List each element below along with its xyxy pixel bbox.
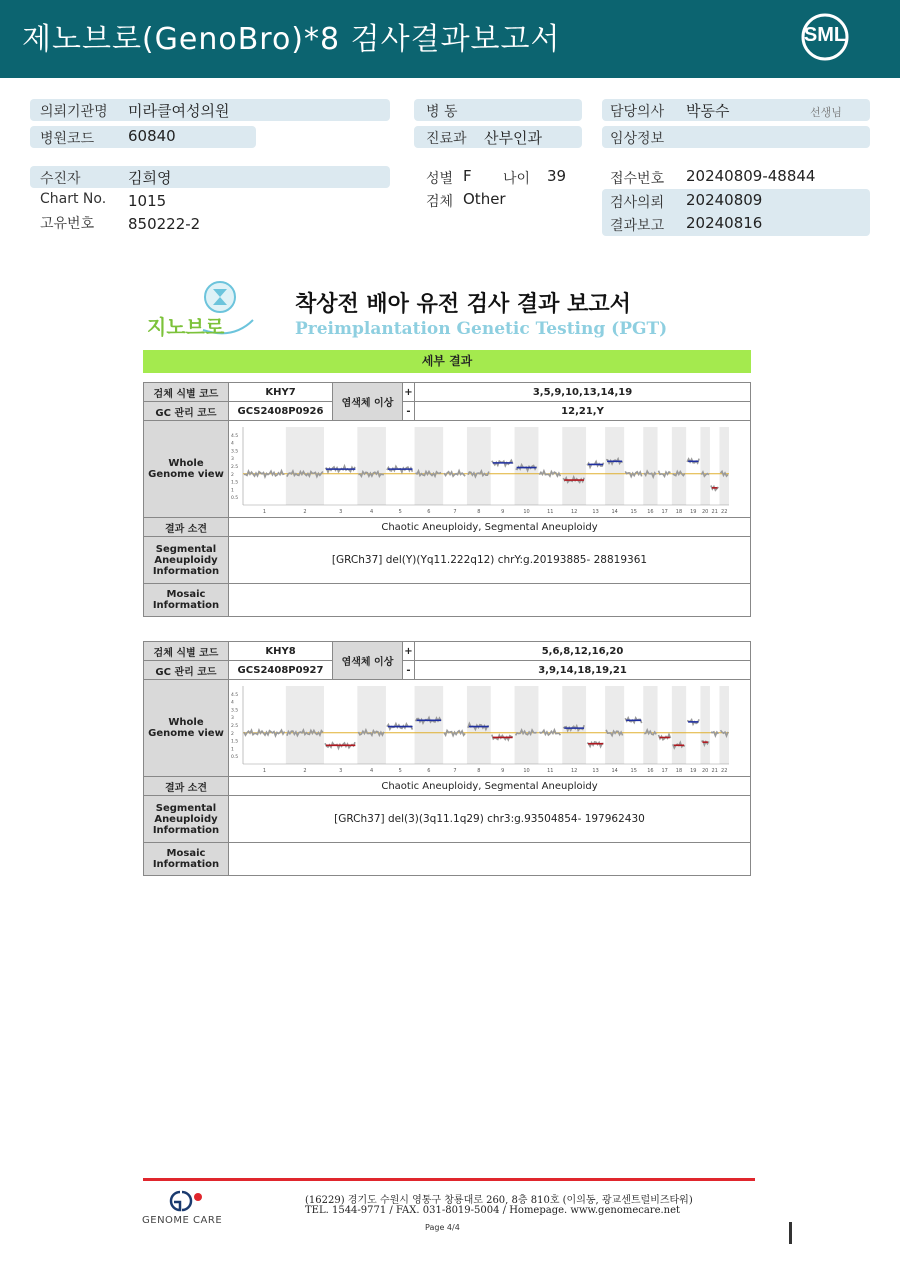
copy-number-points — [625, 471, 642, 476]
seg-label: Segmental Aneuploidy Information — [144, 537, 229, 584]
gc-code-value: GCS2408P0927 — [229, 661, 333, 680]
seg-label: Segmental Aneuploidy Information — [144, 796, 229, 843]
finding-value: Chaotic Aneuploidy, Segmental Aneuploidy — [229, 518, 751, 537]
plus-label: + — [403, 383, 415, 402]
chromosome-band — [700, 427, 710, 505]
hosp-code-label: 병원코드 — [40, 131, 95, 147]
x-tick-label: 1 — [262, 768, 267, 774]
x-tick-label: 16 — [647, 509, 654, 515]
chromosome-band — [700, 686, 710, 764]
finding-label: 결과 소견 — [144, 518, 229, 537]
dept-value: 산부인과 — [484, 129, 542, 147]
x-tick-label: 22 — [721, 768, 728, 774]
y-tick-label: 4.5 — [231, 433, 239, 439]
x-tick-label: 6 — [427, 768, 431, 774]
y-tick-label: 4.5 — [231, 692, 239, 698]
mosaic-label: Mosaic Information — [144, 584, 229, 617]
x-tick-label: 17 — [661, 509, 668, 515]
req-date-label: 검사의뢰 — [610, 195, 665, 211]
y-tick-label: 1.5 — [231, 739, 239, 745]
x-tick-label: 9 — [501, 768, 505, 774]
x-tick-label: 4 — [370, 509, 374, 515]
age-label: 나이 — [503, 171, 531, 187]
chromosome-band — [515, 686, 539, 764]
y-tick-label: 3 — [231, 457, 234, 463]
x-tick-label: 13 — [592, 509, 599, 515]
id-label: 고유번호 — [40, 216, 95, 232]
detail-section-header: 세부 결과 — [143, 350, 751, 373]
x-tick-label: 19 — [690, 509, 697, 515]
chromosome-band — [357, 427, 386, 505]
plus-chromosomes: 5,6,8,12,16,20 — [415, 642, 751, 661]
mosaic-value — [229, 584, 751, 617]
id-value: 850222-2 — [128, 215, 201, 233]
pgt-subtitle: Preimplantation Genetic Testing (PGT) — [295, 319, 668, 339]
x-tick-label: 2 — [303, 509, 307, 515]
minus-label: - — [403, 661, 415, 680]
y-tick-label: 0.5 — [231, 496, 239, 502]
receipt-value: 20240809-48844 — [686, 167, 816, 185]
y-tick-label: 2.5 — [231, 465, 239, 470]
ward-label: 병 동 — [426, 104, 458, 120]
hosp-code-value: 60840 — [128, 127, 176, 145]
x-tick-label: 11 — [547, 509, 554, 515]
chromosome-band — [467, 427, 491, 505]
copy-number-points — [244, 730, 285, 736]
chromosome-band — [719, 427, 729, 505]
x-tick-label: 20 — [701, 509, 709, 515]
y-tick-label: 1.5 — [231, 480, 239, 486]
sample-code-label: 검체 식별 코드 — [144, 383, 229, 402]
chromosome-band — [672, 686, 686, 764]
y-tick-label: 0.5 — [231, 755, 239, 761]
minus-label: - — [403, 402, 415, 421]
gc-code-value: GCS2408P0926 — [229, 402, 333, 421]
sample-code-value: KHY8 — [229, 642, 333, 661]
footer-address: (16229) 경기도 수원시 영통구 창룡대로 260, 8층 810호 (이의동, 광교센트럴비즈타워) — [305, 1195, 693, 1206]
report-date-value: 20240816 — [686, 214, 763, 232]
x-tick-label: 8 — [477, 509, 481, 515]
minus-chromosomes: 12,21,Y — [415, 402, 751, 421]
chromosome-band — [643, 427, 657, 505]
wgv-chart-cell — [229, 421, 751, 518]
age-value: 39 — [547, 167, 567, 185]
req-org-label: 의뢰기관명 — [40, 104, 108, 120]
x-tick-label: 12 — [570, 509, 578, 515]
x-tick-label: 18 — [675, 768, 683, 774]
copy-number-points — [711, 732, 719, 736]
finding-label: 결과 소견 — [144, 777, 229, 796]
x-tick-label: 7 — [453, 509, 457, 515]
x-tick-label: 10 — [523, 768, 530, 774]
x-tick-label: 21 — [711, 768, 718, 774]
plus-label: + — [403, 642, 415, 661]
minus-chromosomes: 3,9,14,18,19,21 — [415, 661, 751, 680]
chromosome-band — [605, 427, 624, 505]
sml-logo — [800, 12, 850, 62]
sex-value: F — [463, 167, 472, 185]
x-tick-label: 12 — [570, 768, 578, 774]
x-tick-label: 15 — [630, 509, 637, 515]
chromosome-band — [286, 686, 324, 764]
x-tick-label: 20 — [701, 768, 709, 774]
x-tick-label: 17 — [661, 768, 668, 774]
chromosome-band — [562, 686, 586, 764]
x-tick-label: 21 — [711, 509, 718, 515]
mosaic-label: Mosaic Information — [144, 843, 229, 876]
receipt-label: 접수번호 — [610, 171, 665, 187]
genobro-logo — [143, 280, 258, 340]
wgv-chart-cell — [229, 680, 751, 777]
specimen-label: 검체 — [426, 194, 454, 210]
x-tick-label: 2 — [303, 768, 307, 774]
chart-label: Chart No. — [40, 191, 107, 207]
specimen-value: Other — [463, 190, 506, 208]
chrom-abnormal-label: 염색체 이상 — [333, 383, 403, 421]
x-tick-label: 18 — [675, 509, 683, 515]
x-tick-label: 22 — [721, 509, 728, 515]
x-tick-label: 19 — [690, 768, 697, 774]
x-tick-label: 1 — [262, 509, 267, 515]
report-date-label: 결과보고 — [610, 218, 665, 234]
genome-care-brand: GENOME CARE — [142, 1215, 223, 1226]
gc-code-label: GC 관리 코드 — [144, 661, 229, 680]
chart-value: 1015 — [128, 192, 167, 210]
sample-table — [143, 641, 751, 876]
req-org-value: 미라클여성의원 — [128, 102, 230, 120]
x-tick-label: 14 — [611, 509, 618, 515]
x-tick-label: 8 — [477, 768, 481, 774]
clinical-label: 임상정보 — [610, 131, 665, 147]
y-tick-label: 3 — [231, 716, 234, 722]
chromosome-band — [415, 427, 444, 505]
y-tick-label: 1 — [231, 488, 234, 494]
sex-label: 성별 — [426, 171, 454, 187]
wgv-label: Whole Genome view — [144, 421, 229, 518]
whole-genome-chart — [229, 421, 736, 517]
x-tick-label: 6 — [427, 509, 431, 515]
chromosome-band — [415, 686, 444, 764]
chromosome-band — [286, 427, 324, 505]
req-date-value: 20240809 — [686, 191, 763, 209]
x-tick-label: 4 — [370, 768, 374, 774]
genome-care-logo — [160, 1188, 205, 1214]
sample-code-value: KHY7 — [229, 383, 333, 402]
chromosome-band — [357, 686, 386, 764]
x-tick-label: 9 — [501, 509, 505, 515]
pgt-title: 착상전 배아 유전 검사 결과 보고서 — [295, 292, 631, 317]
y-tick-label: 3.5 — [231, 708, 239, 714]
x-tick-label: 14 — [611, 768, 618, 774]
y-tick-label: 3.5 — [231, 449, 239, 455]
genobro-logo-text: 지노브로 — [147, 315, 225, 339]
patient-label: 수진자 — [40, 171, 81, 187]
x-tick-label: 5 — [398, 768, 402, 774]
footer-contact: TEL. 1544-9771 / FAX. 031-8019-5004 / Homepage. www.genomecare.net — [305, 1205, 681, 1216]
y-tick-label: 2.5 — [231, 724, 239, 729]
seg-value: [GRCh37] del(3)(3q11.1q29) chr3:g.93504854- 197962430 — [229, 796, 751, 843]
x-tick-label: 15 — [630, 768, 637, 774]
doctor-value: 박동수 — [686, 102, 730, 120]
copy-number-points — [244, 471, 285, 477]
x-tick-label: 10 — [523, 509, 530, 515]
sample-table — [143, 382, 751, 617]
margin-mark — [789, 1222, 792, 1244]
x-tick-label: 11 — [547, 768, 554, 774]
y-tick-label: 4 — [231, 700, 234, 706]
finding-value: Chaotic Aneuploidy, Segmental Aneuploidy — [229, 777, 751, 796]
chromosome-band — [719, 686, 729, 764]
x-tick-label: 3 — [339, 509, 343, 515]
x-tick-label: 7 — [453, 768, 457, 774]
chromosome-band — [605, 686, 624, 764]
seg-value: [GRCh37] del(Y)(Yq11.222q12) chrY:g.20193885- 28819361 — [229, 537, 751, 584]
header-bar — [0, 0, 900, 78]
whole-genome-chart — [229, 680, 736, 776]
page-number: Page 4/4 — [425, 1223, 460, 1232]
doctor-label: 담당의사 — [610, 104, 665, 120]
chromosome-band — [672, 427, 686, 505]
chromosome-band — [643, 686, 657, 764]
chrom-abnormal-label: 염색체 이상 — [333, 642, 403, 680]
y-tick-label: 2 — [231, 731, 234, 737]
sml-logo-text: SML — [803, 24, 847, 46]
y-tick-label: 1 — [231, 747, 234, 753]
doctor-suffix: 선생님 — [810, 106, 842, 119]
wgv-label: Whole Genome view — [144, 680, 229, 777]
y-tick-label: 2 — [231, 472, 234, 478]
mosaic-value — [229, 843, 751, 876]
x-tick-label: 5 — [398, 509, 402, 515]
dept-label: 진료과 — [426, 131, 467, 147]
patient-value: 김희영 — [128, 169, 172, 187]
x-tick-label: 13 — [592, 768, 599, 774]
gc-code-label: GC 관리 코드 — [144, 402, 229, 421]
sample-code-label: 검체 식별 코드 — [144, 642, 229, 661]
report-title: 제노브로(GenoBro)*8 검사결과보고서 — [22, 22, 561, 57]
x-tick-label: 3 — [339, 768, 343, 774]
plus-chromosomes: 3,5,9,10,13,14,19 — [415, 383, 751, 402]
info-row-bg — [30, 166, 390, 188]
footer-divider — [143, 1178, 755, 1181]
chromosome-band — [562, 427, 586, 505]
y-tick-label: 4 — [231, 441, 234, 447]
x-tick-label: 16 — [647, 768, 654, 774]
